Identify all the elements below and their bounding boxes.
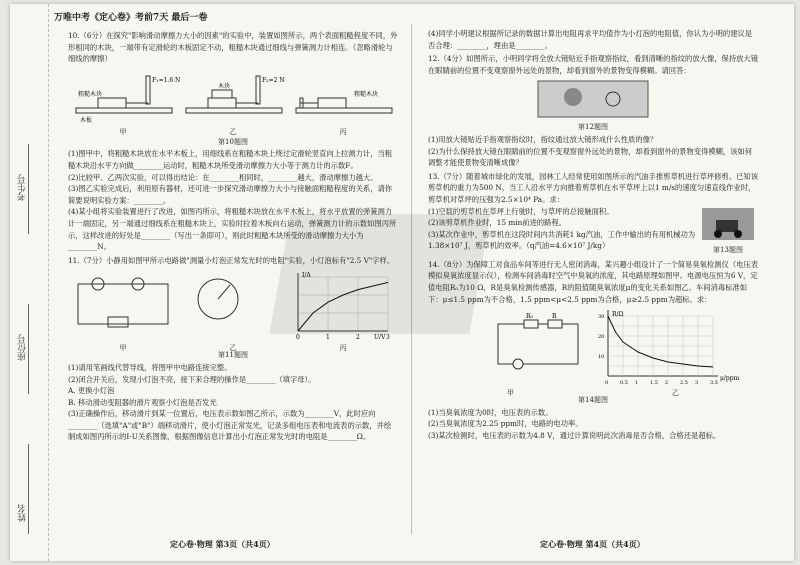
rough-block-label-c: 粗糙木块: [354, 90, 379, 98]
left-footer: 定心卷·物理 第3页（共4页）: [170, 539, 275, 549]
graph1-xtick: 1: [326, 334, 330, 340]
fig11-b-caption: 乙: [229, 343, 237, 352]
right-footer: 定心卷·物理 第4页（共4页）: [540, 539, 645, 549]
graph2-xtick: 3: [695, 380, 699, 385]
q10-stem: 10.（6分）在探究"影响滑动摩擦力大小的因素"的实验中，装置如图所示，两个表面粗糙程度不同，外形相同的木块，一端带有定滑轮的木板固定不动，粗糙木块通过细线与弹簧测力计相连。（忽略滑轮与细线的摩擦）: [68, 31, 398, 64]
strip-label-seat: 座位号: [18, 334, 28, 361]
graph2-ytick: 20: [598, 334, 605, 341]
q11-p1: (1)请用笔画线代替导线，将图甲中电路连接完整。: [68, 362, 232, 372]
f1-label: F₁=1.6 N: [152, 76, 181, 84]
q14-caption: 第14题图: [578, 396, 608, 405]
fill-line: [28, 444, 29, 534]
graph1-xtick: 2: [356, 334, 360, 340]
lawnmower-photo: [700, 206, 756, 242]
q14-figure: [428, 308, 758, 397]
strip-label-name: 姓名: [18, 504, 28, 522]
strip-label-exam-no: 考生号: [18, 174, 28, 201]
q11-optA: A. 更换小灯泡: [68, 386, 115, 396]
q10-diagram: [68, 68, 398, 124]
graph2-ytick: 30: [598, 314, 605, 321]
q12-stem: 12.（4分）如图所示，小明同学将全放大镜贴近手指观察指纹，看到清晰的指纹的放大像，保持放大镜在眼睛前的位置不变观察窗外远处的景物，却看到窗外的景物变得模糊。请回答：: [428, 54, 759, 75]
q12-photo: [428, 79, 758, 119]
q13-p2: (2)该剪草机作业时，15 min前进的路程。: [428, 218, 567, 228]
q12-caption: 第12题图: [578, 123, 608, 132]
q14-p1: (1)当臭氧浓度为0时，电压表的示数。: [428, 407, 553, 417]
r-mu-curve: [608, 316, 713, 367]
fig-b-caption: 乙: [229, 128, 237, 137]
q14-diagram: [428, 308, 758, 384]
fill-line: [28, 144, 29, 234]
q13-body: [428, 206, 758, 257]
q10-p1: (1)图甲中，将粗糙木块放在水平木板上，用细线系在粗糙木块上绕过定滑轮竖直向上拉测力计，当粗糙木块沿水平方向做________运动时，粗糙木块所受滑动摩擦力大小等于测力计的示数F。: [68, 149, 393, 170]
q11-p4: (4)同学小明建议根据所记录的数据计算出电阻再求平均值作为小灯泡的电阻值，你认为小明的建议是否合理：________，理由是________。: [428, 29, 753, 50]
q11-p2: (2)闭合开关后，发现小灯泡不亮，接下来合理的操作是________（填字母）。: [68, 374, 316, 384]
q11-stem: 11.（7分）小静用如图甲所示电路做"测量小灯泡正常发光时的电阻"实验，小灯泡标有"2.5 V"字样。: [68, 255, 395, 265]
fig14-b-caption: 乙: [672, 388, 679, 397]
r0-label: R₀: [526, 313, 533, 321]
fig14-a-caption: 甲: [507, 388, 514, 397]
graph1-xtick: 3: [386, 334, 390, 340]
graph2-xtick: 2.5: [680, 380, 688, 385]
exam-sheet: [10, 4, 794, 561]
q13-p1: (1)空载的剪草机在草坪上行驶时，与草坪的总接触面积。: [428, 206, 614, 216]
q10-p2: (2)比较甲、乙两次实验，可以得出结论：在________相同时，________越大，滑动摩擦力越大。: [68, 172, 378, 182]
graph2-ylabel: R/Ω: [612, 311, 624, 319]
q14-p2: (2)当臭氧浓度为2.25 ppm时，电路的电功率。: [428, 419, 583, 429]
q13-stem: 13.（7分）随着城市绿化的发展，园林工人经常使用如图所示的汽油手推剪草机进行草坪修剪。已知该剪草机的重力为500 N，当工人沿水平方向推着剪草机在水平草坪上以1 m/s的速度匀速直线作业时，剪草机对草坪的压强为2.5×10⁴ Pa。求：: [428, 171, 759, 204]
iu-curve: [298, 283, 388, 332]
graph2-xtick: 3.5: [710, 380, 718, 385]
block-label: 木块: [218, 82, 231, 90]
q14-p3: (3)某次检测时，电压表的示数为4.8 V，通过计算说明此次消毒是否合格，合格还是超标。: [428, 430, 721, 440]
q12-p1: (1)用放大镜贴近手指观察指纹时，指纹通过放大镜形成什么性质的像？: [428, 134, 658, 144]
graph1-xtick: 0: [296, 334, 300, 340]
fig-c-caption: 丙: [339, 128, 347, 137]
q11-figure: [68, 269, 398, 352]
q11-p3: (3)正确操作后，移动滑片到某一位置后，电压表示数如图乙所示，示数为________V，此时应向________（选填"A"或"B"）端移动滑片，使小灯泡正常发光，记录多组电压表和电流表的示数，并绘制成如图丙所示的I-U关系图像，根据图像信息计算出小灯泡正常发光时的电阻是________Ω。: [68, 409, 392, 442]
q11-caption: 第11题图: [218, 351, 248, 360]
graph2-xtick: 0: [605, 380, 609, 385]
graph1-xlabel: U/V: [374, 334, 386, 340]
graph2-xtick: 0.5: [620, 380, 628, 385]
q12-p2: (2)为什么保持放大镜在眼睛前的位置不变观察窗外远处的景物，却看到窗外的景物变得模糊，该如何调整才能使景物变清晰成像？: [428, 146, 753, 168]
page-header: 万唯中考《定心卷》考前7天 最后一卷: [54, 13, 208, 23]
q13-caption: 第13题图: [713, 246, 743, 255]
binding-strip: [10, 4, 49, 561]
fig-a-caption: 甲: [119, 128, 127, 137]
graph2-xtick: 1: [635, 380, 639, 385]
q10-figure: [68, 68, 398, 137]
graph2-xtick: 1.5: [650, 380, 658, 385]
q10-p3: (3)图乙实验完成后，利用原有器材，还可进一步探究滑动摩擦力大小与接触面粗糙程度的关系，请你简要说明实验方案：________。: [68, 184, 393, 205]
right-column: [428, 28, 758, 441]
fig11-c-caption: 丙: [339, 343, 347, 352]
fill-line: [28, 304, 29, 394]
q12-figure: [428, 79, 758, 119]
left-column: [68, 28, 398, 443]
rough-block-label: 粗糙木块: [78, 90, 103, 98]
graph2-ytick: 10: [598, 354, 605, 361]
graph2-xlabel: μ/ppm: [720, 375, 740, 383]
q14-stem: 14.（8分）为保障工对食品车间等进行无人密闭消毒，某兴趣小组设计了一个简易臭氧检测仪（电压表模拟臭氧浓度显示仪），检测车间消毒时空气中臭氧的浓度，其电路原理如图甲。电源电压恒为6 V，定值电阻R₀为10 Ω，R是臭氧检测传感器，R的阻值随臭氧浓度μ的变化关系如图乙。车间消毒标准如下：μ≤1.5 ppm为不合格，1.5 ppm<μ<2.5 ppm为合格，μ≥2.5 ppm为超标。求：: [428, 259, 759, 304]
graph2-xtick: 2: [665, 380, 669, 385]
f2-label: F₂=2 N: [262, 76, 285, 84]
q11-optB: B. 移动滑动变阻器的滑片观察小灯泡是否发光: [68, 397, 217, 407]
q13-p3: (3)某次作业中，剪草机在这段时间内共消耗1 kg汽油，工作中输出的有用机械功为1.38×10⁷ J，剪草机的效率。（q汽油=4.6×10⁷ J/kg）: [428, 229, 696, 251]
board-label: 木板: [80, 116, 93, 124]
q11-diagram: [68, 269, 398, 339]
graph1-ylabel: I/A: [302, 272, 311, 280]
fig11-a-caption: 甲: [119, 343, 127, 352]
r-label: R: [552, 313, 557, 321]
q10-p4: (4)某小组将实验装置进行了改进，如图丙所示，将粗糙木块放在水平木板上，将水平放置的弹簧测力计一端固定，另一端通过细线系在粗糙木块上，实验时拉着木板向右运动，弹簧测力计的示数如图丙所示，这样改进的好处是________（写出一条即可），则此时粗糙木块所受的滑动摩擦力大小为________N。: [68, 207, 397, 252]
q10-caption: 第10题图: [218, 137, 248, 146]
